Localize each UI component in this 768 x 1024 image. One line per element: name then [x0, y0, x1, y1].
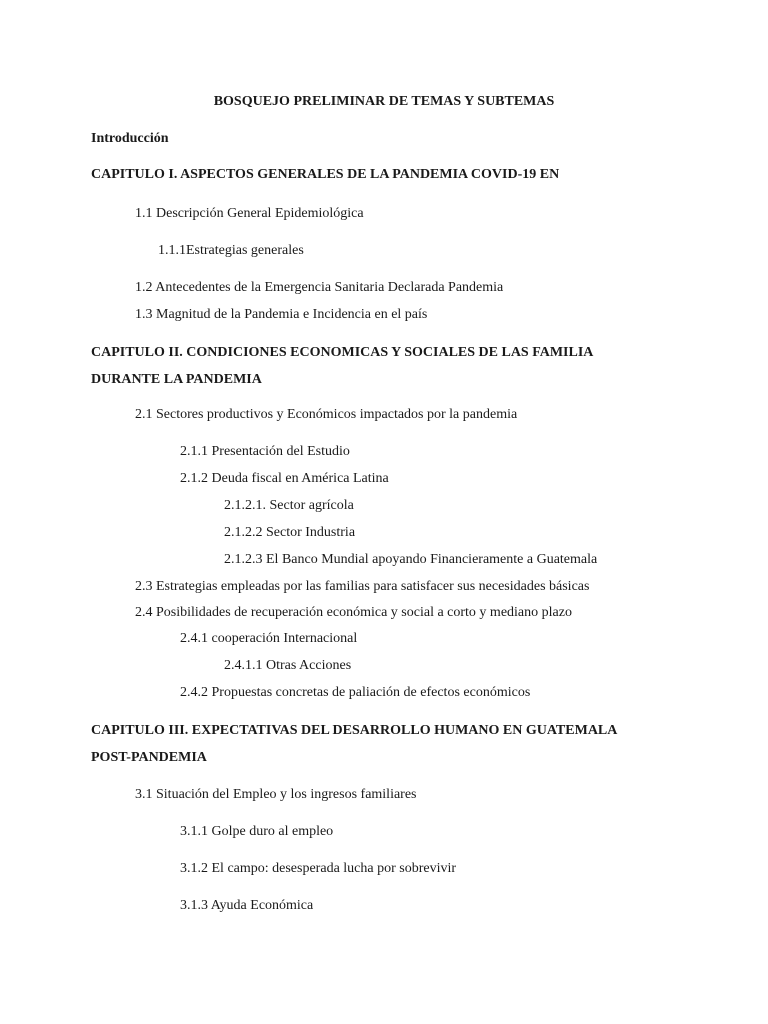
outline-item: 2.3 Estrategias empleadas por las familias para satisfacer sus necesidades básicas: [135, 579, 590, 594]
outline-item: 2.1.2.2 Sector Industria: [224, 525, 356, 540]
outline-item: 2.1.2.3 El Banco Mundial apoyando Financieramente a Guatemala: [224, 552, 598, 567]
outline-item: 3.1.3 Ayuda Económica: [180, 898, 314, 913]
introduction-heading: Introducción: [91, 131, 169, 146]
outline-item: 2.1 Sectores productivos y Económicos impactados por la pandemia: [135, 407, 518, 422]
outline-item: 1.2 Antecedentes de la Emergencia Sanitaria Declarada Pandemia: [135, 280, 504, 295]
outline-item: 2.4.1.1 Otras Acciones: [224, 658, 352, 673]
outline-item: 2.1.2 Deuda fiscal en América Latina: [180, 471, 389, 486]
outline-item: 1.3 Magnitud de la Pandemia e Incidencia en el país: [135, 307, 428, 322]
chapter-2-heading-line-2: DURANTE LA PANDEMIA: [91, 372, 262, 387]
outline-item: 2.4.2 Propuestas concretas de paliación de efectos económicos: [180, 685, 531, 700]
outline-item: 3.1.1 Golpe duro al empleo: [180, 824, 334, 839]
outline-item: 2.4.1 cooperación Internacional: [180, 631, 358, 646]
outline-item: 2.1.2.1. Sector agrícola: [224, 498, 354, 513]
outline-item: 3.1 Situación del Empleo y los ingresos familiares: [135, 787, 417, 802]
chapter-1-heading: CAPITULO I. ASPECTOS GENERALES DE LA PANDEMIA COVID-19 EN: [91, 167, 560, 182]
page-title: BOSQUEJO PRELIMINAR DE TEMAS Y SUBTEMAS: [213, 94, 555, 109]
outline-item: 1.1 Descripción General Epidemiológica: [135, 206, 364, 221]
outline-item: 2.1.1 Presentación del Estudio: [180, 444, 350, 459]
chapter-3-heading-line-2: POST-PANDEMIA: [91, 750, 207, 765]
chapter-3-heading-line-1: CAPITULO III. EXPECTATIVAS DEL DESARROLLO HUMANO EN GUATEMALA: [91, 723, 618, 738]
outline-item: 2.4 Posibilidades de recuperación económica y social a corto y mediano plazo: [135, 605, 572, 620]
outline-item: 1.1.1Estrategias generales: [158, 243, 304, 258]
outline-item: 3.1.2 El campo: desesperada lucha por sobrevivir: [180, 861, 457, 876]
chapter-2-heading-line-1: CAPITULO II. CONDICIONES ECONOMICAS Y SOCIALES DE LAS FAMILIA: [91, 345, 594, 360]
